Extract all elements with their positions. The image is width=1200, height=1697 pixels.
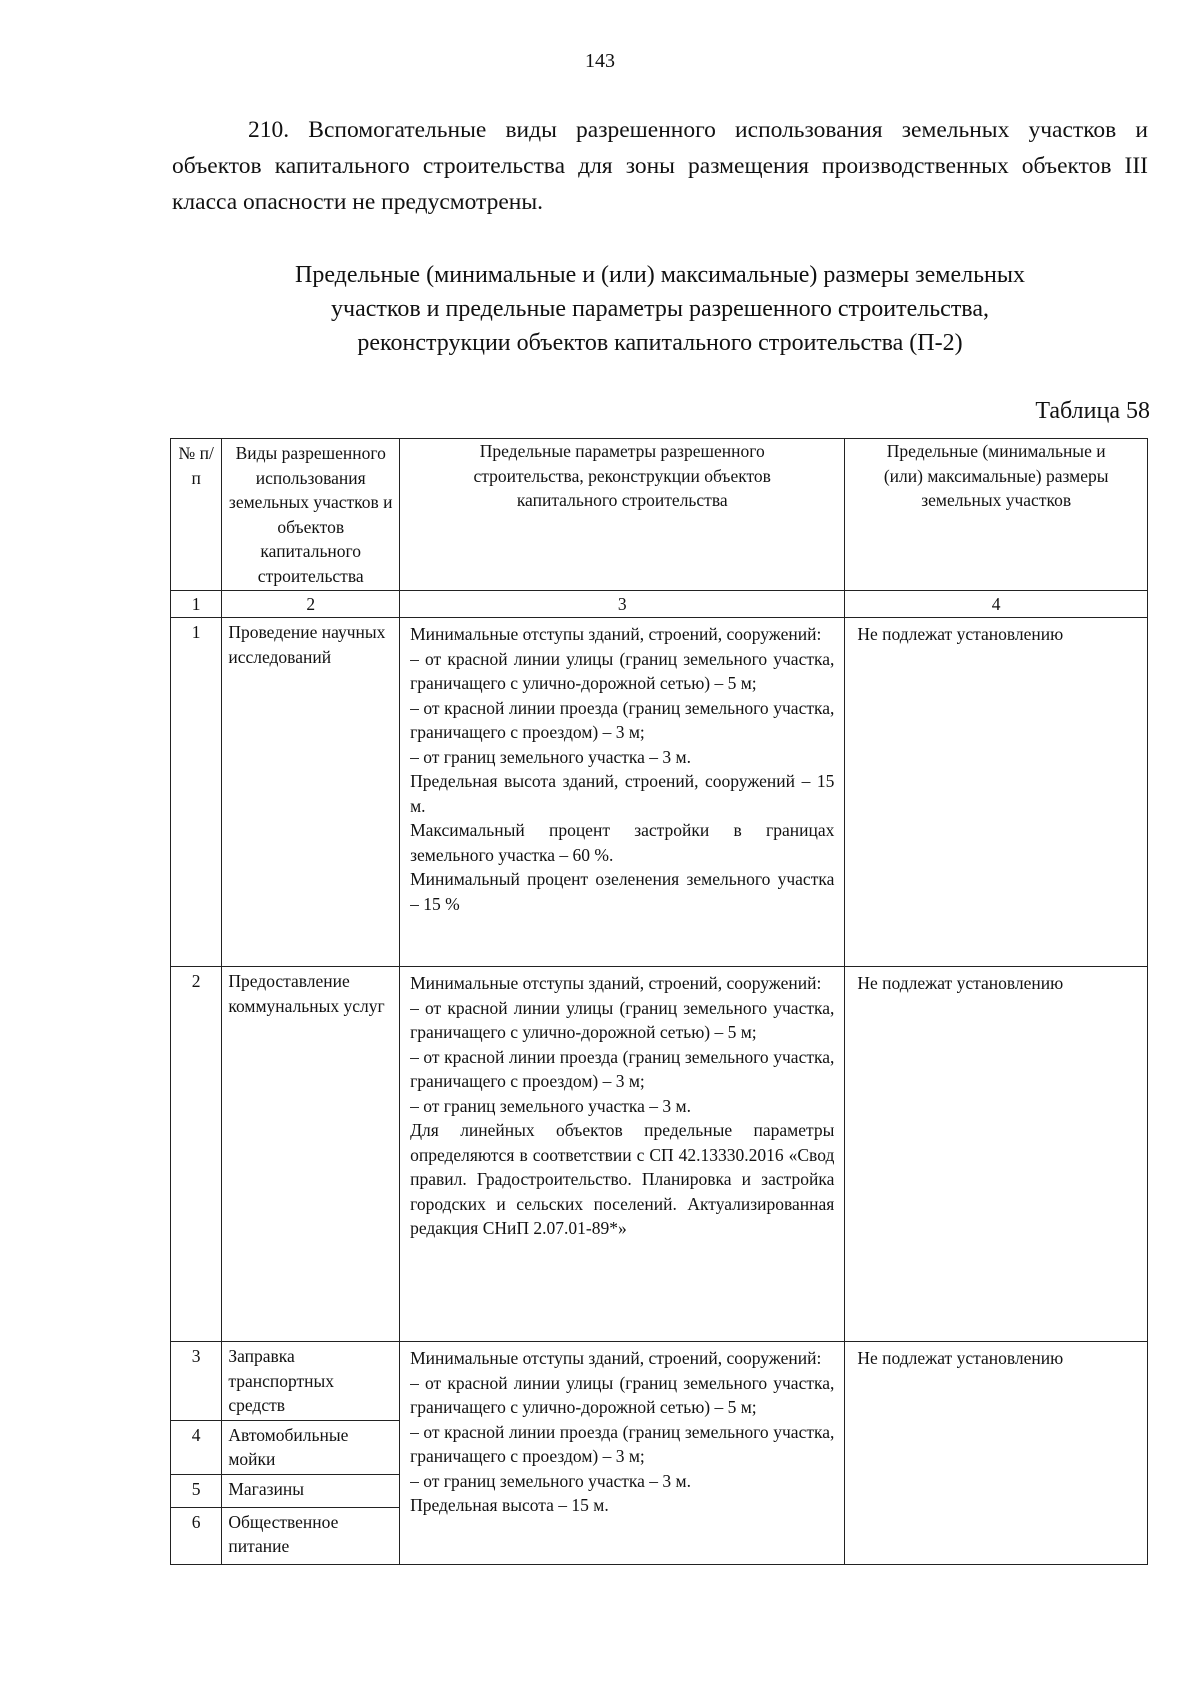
- row-number: 4: [171, 1420, 222, 1474]
- param-line: – от красной линии проезда (границ земельного участка, граничащего с проездом) – 3 м;: [410, 697, 835, 742]
- group-plot-sizes: Не подлежат установлению: [845, 1342, 1148, 1565]
- param-line: Предельная высота зданий, строений, сооружений – 15 м.: [410, 771, 835, 816]
- param-line: – от границ земельного участка – 3 м.: [410, 1470, 691, 1491]
- group-parameters: [400, 1342, 845, 1565]
- column-number: 3: [400, 591, 845, 618]
- param-line: – от красной линии проезда (границ земельного участка, граничащего с проездом) – 3 м;: [410, 1421, 835, 1466]
- row-number: 3: [171, 1342, 222, 1421]
- use-type-name: Автомобильные мойки: [222, 1420, 400, 1474]
- column-number: 2: [222, 591, 400, 618]
- heading-line-2: участков и предельные параметры разрешенного строительства,: [331, 296, 989, 322]
- header-use-types: Виды разрешенного использования земельных участков и объектов капитального строительства: [222, 439, 400, 591]
- page-number: 143: [585, 50, 615, 72]
- zoning-parameters-table: [170, 438, 1148, 1565]
- param-line: – от красной линии улицы (границ земельного участка, граничащего с улично-дорожной сетью) – 5 м;: [410, 648, 835, 693]
- param-line: Предельная высота – 15 м.: [410, 1495, 609, 1515]
- use-type-name: Предоставление коммунальных услуг: [222, 967, 400, 1342]
- row-parameters: [400, 967, 845, 1342]
- param-line: Минимальные отступы зданий, строений, сооружений:: [410, 624, 822, 644]
- plot-sizes-value: Не подлежат установлению: [845, 967, 1148, 1342]
- param-line: Минимальные отступы зданий, строений, сооружений:: [410, 1348, 822, 1368]
- column-number: 1: [171, 591, 222, 618]
- use-type-name: Общественное питание: [222, 1507, 400, 1564]
- paragraph-210: 210. Вспомогательные виды разрешенного использования земельных участков и объектов капитального строительства для зоны размещения производственных объектов III класса опасности не предусмотрены.: [172, 117, 1148, 215]
- table-row: [171, 1342, 1148, 1421]
- row-number: 2: [171, 967, 222, 1342]
- param-line: – от красной линии проезда (границ земельного участка, граничащего с проездом) – 3 м;: [410, 1046, 835, 1091]
- section-heading: [150, 258, 1170, 360]
- use-type-name: Магазины: [222, 1474, 400, 1507]
- param-line: Минимальный процент озеленения земельного участка – 15 %: [410, 869, 835, 914]
- param-line: Минимальные отступы зданий, строений, сооружений:: [410, 973, 822, 993]
- param-line: – от красной линии улицы (границ земельного участка, граничащего с улично-дорожной сетью) – 5 м;: [410, 1372, 835, 1417]
- header-number: № п/п: [171, 439, 222, 591]
- row-parameters: [400, 618, 845, 967]
- table-row: [171, 618, 1148, 967]
- row-number: 6: [171, 1507, 222, 1564]
- param-line: Максимальный процент застройки в границах земельного участка – 60 %.: [410, 820, 835, 865]
- use-type-name: Проведение научных исследований: [222, 618, 400, 967]
- table-caption: Таблица 58: [1035, 398, 1150, 424]
- param-line: – от границ земельного участка – 3 м.: [410, 1095, 691, 1116]
- column-number: 4: [845, 591, 1148, 618]
- row-number: 1: [171, 618, 222, 967]
- heading-line-3: реконструкции объектов капитального строительства (П-2): [357, 330, 963, 356]
- param-line: Для линейных объектов предельные параметры определяются в соответствии с СП 42.13330.2016 «Свод правил. Градостроительство. Планировка и застройка городских и сельских поселений. Актуализированная редакция СНиП 2.07.01-89*»: [410, 1120, 835, 1238]
- heading-line-1: Предельные (минимальные и (или) максимальные) размеры земельных: [295, 262, 1025, 288]
- header-plot-sizes: Предельные (минимальные и (или) максимальные) размеры земельных участков: [845, 439, 1148, 591]
- param-line: – от границ земельного участка – 3 м.: [410, 746, 691, 767]
- use-type-name: Заправка транспортных средств: [222, 1342, 400, 1421]
- param-line: – от красной линии улицы (границ земельного участка, граничащего с улично-дорожной сетью) – 5 м;: [410, 997, 835, 1042]
- plot-sizes-value: Не подлежат установлению: [845, 618, 1148, 967]
- table-row: [171, 967, 1148, 1342]
- header-parameters: Предельные параметры разрешенного строительства, реконструкции объектов капитального строительства: [400, 439, 845, 591]
- table-header-row: [171, 439, 1148, 591]
- row-number: 5: [171, 1474, 222, 1507]
- column-number-row: [171, 591, 1148, 618]
